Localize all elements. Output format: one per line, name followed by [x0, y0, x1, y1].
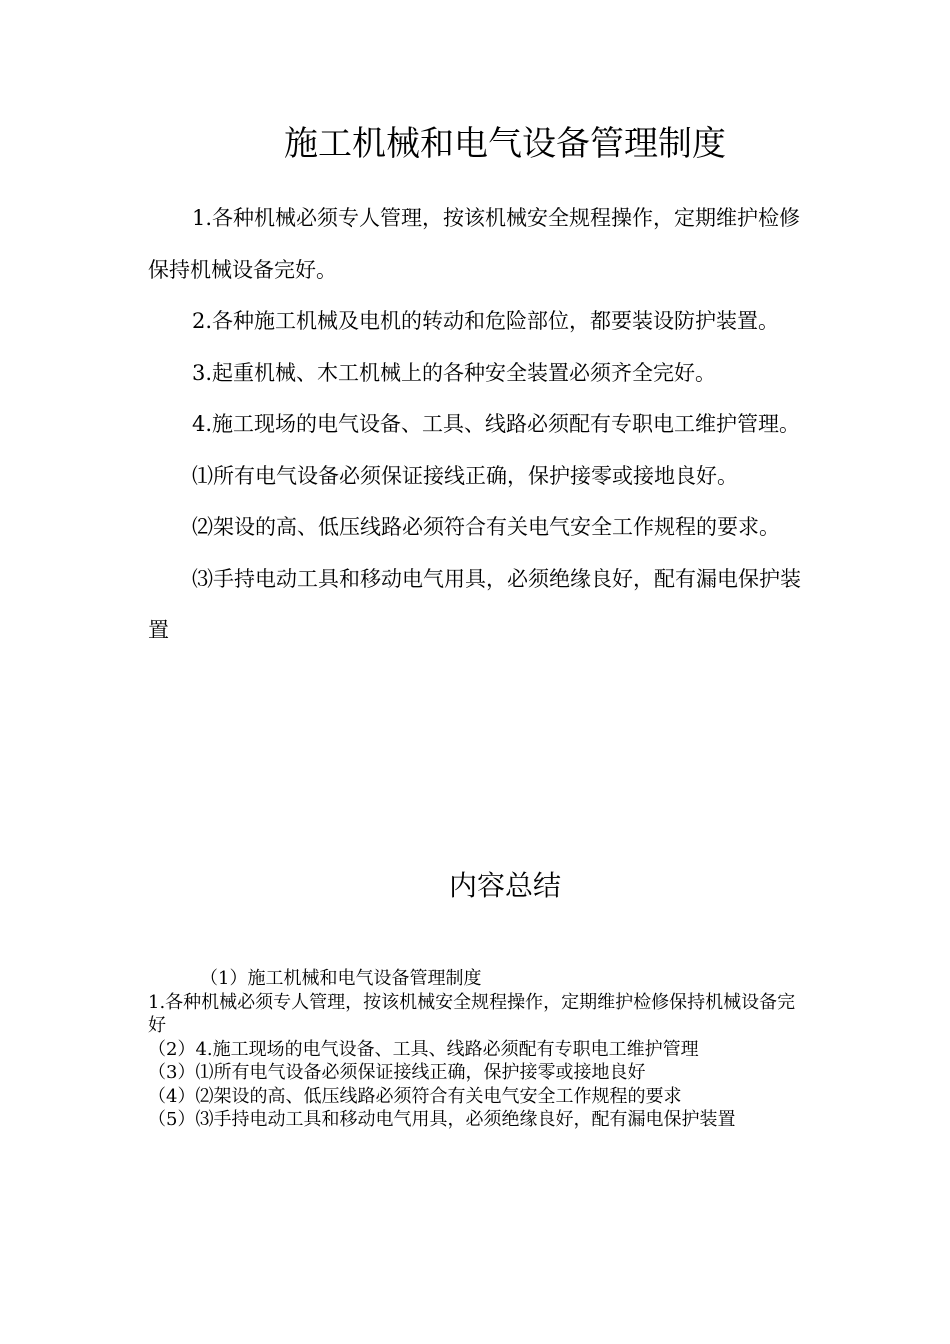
paragraph-4-3: ⑶手持电动工具和移动电气用具，必须绝缘良好，配有漏电保护装置: [148, 566, 801, 642]
paragraph-2: 2.各种施工机械及电机的转动和危险部位，都要装设防护装置。: [192, 309, 780, 333]
paragraph-4-1: ⑴所有电气设备必须保证接线正确，保护接零或接地良好。: [192, 463, 738, 488]
paragraph-4-2: ⑵架设的高、低压线路必须符合有关电气安全工作规程的要求。: [192, 515, 780, 539]
summary-item: （2）4.施工现场的电气设备、工具、线路必须配有专职电工维护管理: [148, 1038, 699, 1060]
summary-list: [148, 967, 798, 1132]
summary-item: （4）⑵架设的高、低压线路必须符合有关电气安全工作规程的要求: [148, 1085, 682, 1107]
summary-item: （5）⑶手持电动工具和移动电气用具，必须绝缘良好，配有漏电保护装置: [148, 1109, 736, 1130]
summary-item: （1）施工机械和电气设备管理制度: [200, 968, 482, 989]
summary-item: （3）⑴所有电气设备必须保证接线正确，保护接零或接地良好: [148, 1062, 646, 1083]
document-title: 施工机械和电气设备管理制度: [284, 124, 726, 164]
document-body: [148, 193, 808, 657]
paragraph-3: 3.起重机械、木工机械上的各种安全装置必须齐全完好。: [192, 360, 717, 385]
summary-item: 1.各种机械必须专人管理，按该机械安全规程操作，定期维护检修保持机械设备完好: [148, 991, 796, 1036]
summary-title: 内容总结: [448, 869, 561, 902]
paragraph-4: 4.施工现场的电气设备、工具、线路必须配有专职电工维护管理。: [192, 412, 801, 436]
paragraph-1: 1.各种机械必须专人管理，按该机械安全规程操作，定期维护检修保持机械设备完好。: [148, 206, 801, 282]
